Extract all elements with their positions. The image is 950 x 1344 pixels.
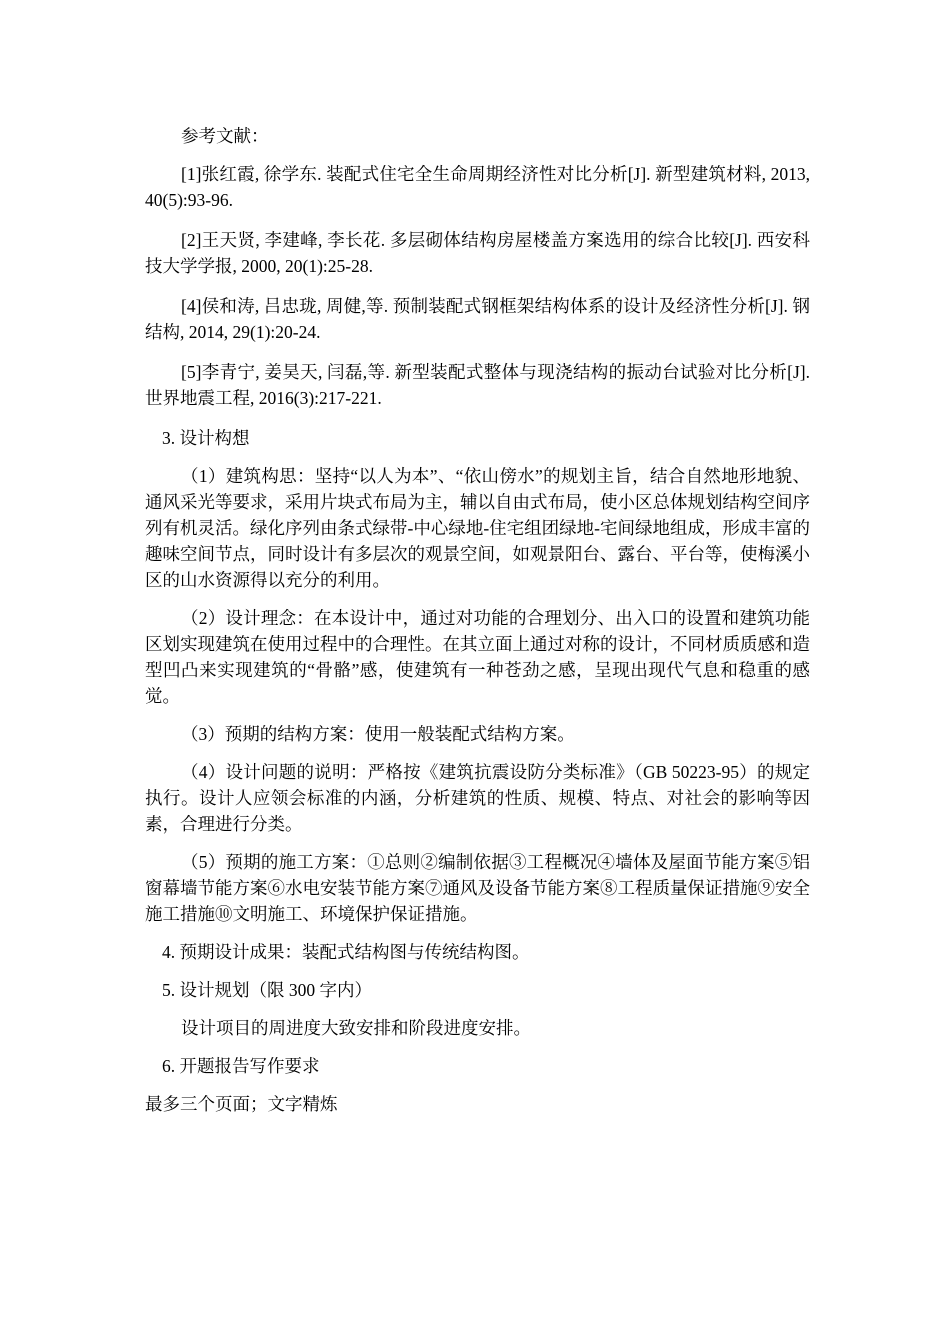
reference-item: [1]张红霞, 徐学东. 装配式住宅全生命周期经济性对比分析[J]. 新型建筑材料, 2013, 40(5):93-96. bbox=[145, 164, 810, 210]
section-4-heading: 4. 预期设计成果：装配式结构图与传统结构图。 bbox=[162, 942, 530, 962]
reference-item: [4]侯和涛, 吕忠珑, 周健,等. 预制装配式钢框架结构体系的设计及经济性分析[J]. 钢结构, 2014, 29(1):20-24. bbox=[145, 296, 810, 342]
section-5-body: 设计项目的周进度大致安排和阶段进度安排。 bbox=[181, 1018, 531, 1038]
reference-item: [2]王天贤, 李建峰, 李长花. 多层砌体结构房屋楼盖方案选用的综合比较[J]. 西安科技大学学报, 2000, 20(1):25-28. bbox=[145, 230, 810, 276]
section-3-heading: 3. 设计构想 bbox=[162, 428, 250, 448]
section-6-heading: 6. 开题报告写作要求 bbox=[162, 1056, 320, 1076]
reference-item: [5]李青宁, 姜昊天, 闫磊,等. 新型装配式整体与现浇结构的振动台试验对比分析[J]. 世界地震工程, 2016(3):217-221. bbox=[145, 362, 810, 408]
section-6-body: 最多三个页面；文字精炼 bbox=[145, 1094, 338, 1114]
section-5-heading: 5. 设计规划（限 300 字内） bbox=[162, 980, 372, 1000]
section-3-item: （4）设计问题的说明：严格按《建筑抗震设防分类标准》（GB 50223-95）的规定执行。设计人应领会标准的内涵，分析建筑的性质、规模、特点、对社会的影响等因素，合理进行分类。 bbox=[145, 762, 810, 834]
section-3-item: （1）建筑构思：坚持“以人为本”、“依山傍水”的规划主旨，结合自然地形地貌、通风采光等要求，采用片块式布局为主，辅以自由式布局，使小区总体规划结构空间序列有机灵活。绿化序列由条式绿带-中心绿地-住宅组团绿地-宅间绿地组成，形成丰富的趣味空间节点，同时设计有多层次的观景空间，如观景阳台、露台、平台等，使梅溪小区的山水资源得以充分的利用。 bbox=[145, 466, 810, 590]
section-3-item: （5）预期的施工方案：①总则②编制依据③工程概况④墙体及屋面节能方案⑤铝窗幕墙节能方案⑥水电安装节能方案⑦通风及设备节能方案⑧工程质量保证措施⑨安全施工措施⑩文明施工、环境保护保证措施。 bbox=[145, 852, 810, 924]
section-3-item: （3）预期的结构方案：使用一般装配式结构方案。 bbox=[181, 724, 575, 744]
references-title: 参考文献： bbox=[181, 126, 269, 146]
section-3-item: （2）设计理念：在本设计中，通过对功能的合理划分、出入口的设置和建筑功能区划实现建筑在使用过程中的合理性。在其立面上通过对称的设计，不同材质质感和造型凹凸来实现建筑的“骨骼”感，使建筑有一种苍劲之感，呈现出现代气息和稳重的感觉。 bbox=[145, 608, 810, 706]
